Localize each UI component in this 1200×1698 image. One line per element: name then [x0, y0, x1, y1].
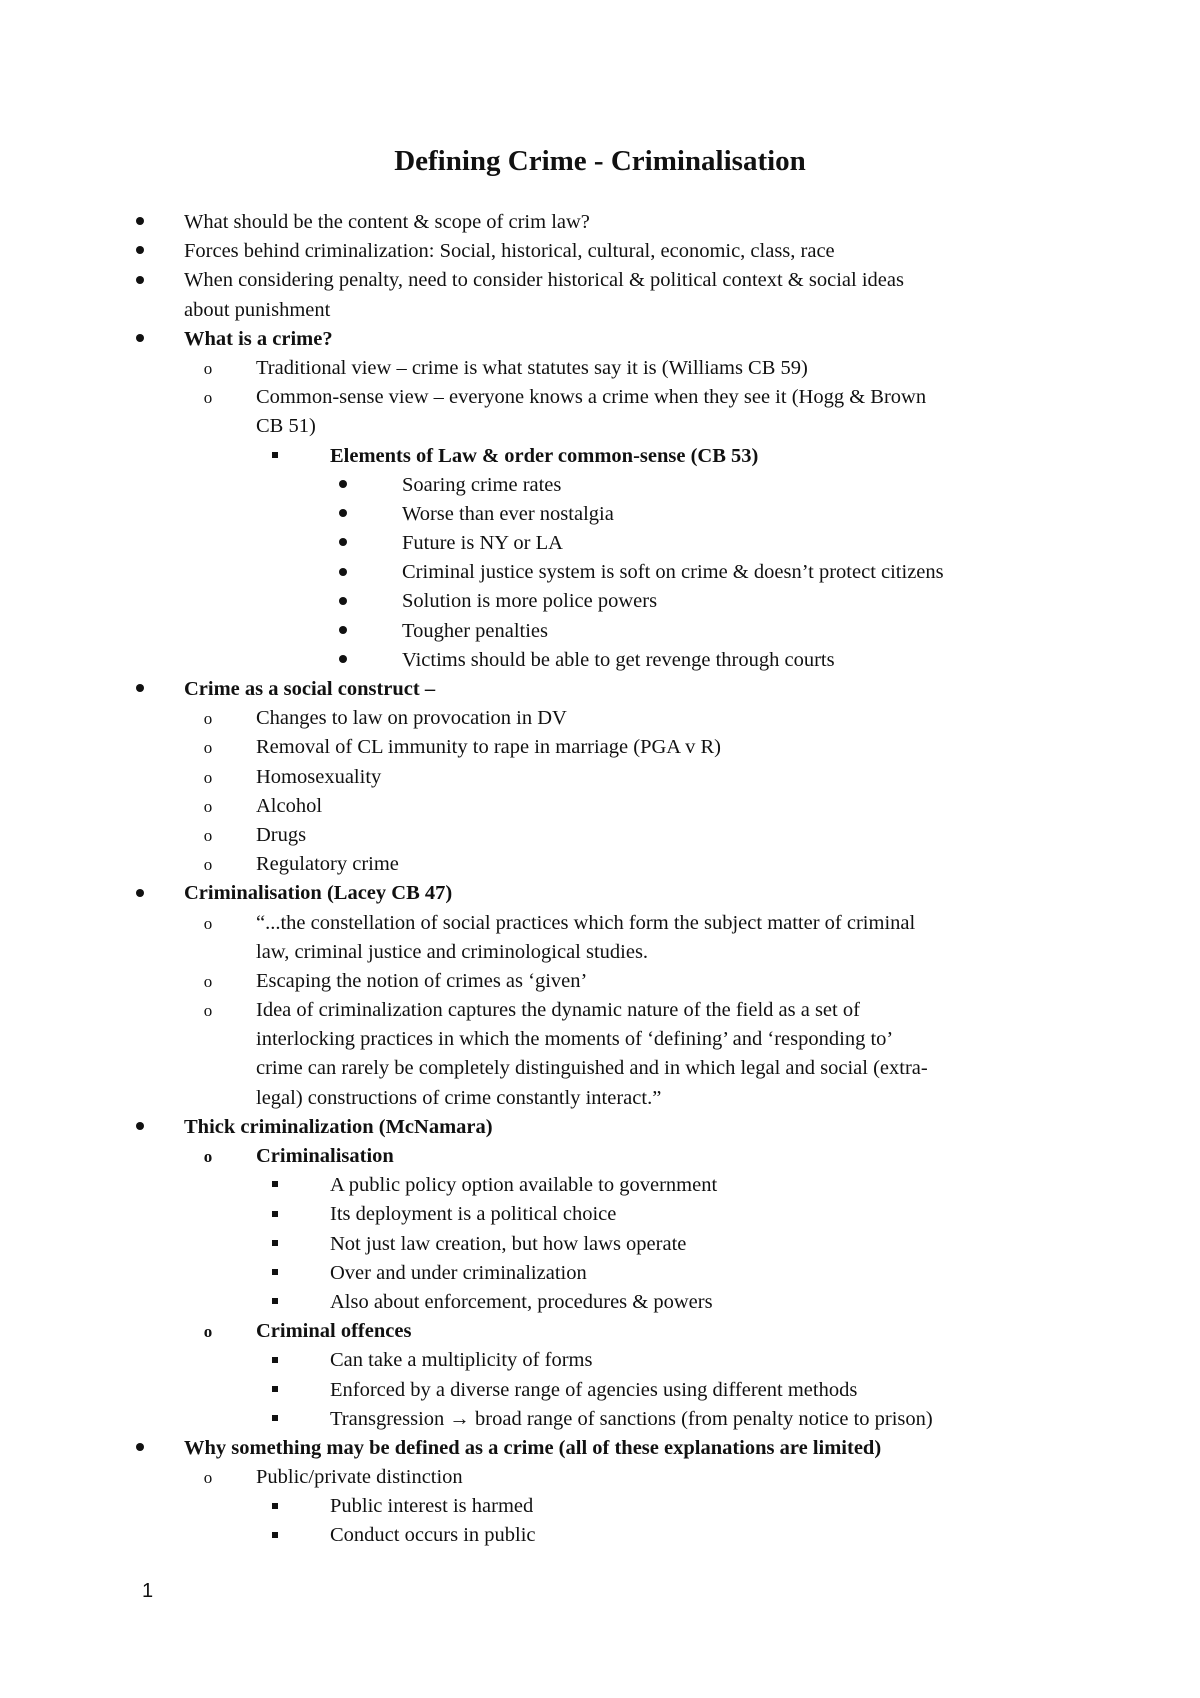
bullet-text: Over and under criminalization: [330, 1261, 587, 1284]
hollow-circle-bullet-icon: o: [203, 709, 213, 729]
bullet-text: Transgression → broad range of sanctions (from penalty notice to prison): [330, 1407, 933, 1430]
bullet-text: Tougher penalties: [402, 619, 549, 642]
bullet-item: [0, 208, 1200, 237]
bullet-text: Why something may be defined as a crime (all of these explanations are limited): [184, 1436, 882, 1459]
bullet-text: Enforced by a diverse range of agencies using different methods: [330, 1378, 858, 1401]
bullet-item: [0, 675, 1200, 704]
square-bullet-icon: [263, 1346, 287, 1375]
sub-bullet-item: [0, 792, 1200, 821]
filled-circle-bullet-icon: [128, 1113, 152, 1142]
sub-sub-bullet-item: [0, 1171, 1200, 1200]
filled-circle-bullet-icon: [128, 675, 152, 704]
hollow-circle-bullet-icon: o: [203, 767, 213, 787]
filled-circle-bullet-icon: [128, 879, 152, 908]
bullet-text: about punishment: [184, 298, 331, 321]
bullet-continuation-line: [0, 1054, 1200, 1083]
bullet-text: Victims should be able to get revenge through courts: [402, 648, 835, 671]
hollow-circle-bullet-icon: o: [203, 1001, 213, 1021]
bullet-text: Common-sense view – everyone knows a crime when they see it (Hogg & Brown: [256, 386, 927, 409]
bullet-text: Changes to law on provocation in DV: [256, 707, 567, 730]
square-bullet-icon: [263, 1405, 287, 1434]
bullet-text: Its deployment is a political choice: [330, 1203, 617, 1226]
filled-circle-bullet-icon: [331, 587, 355, 616]
bullet-text: Worse than ever nostalgia: [402, 502, 614, 525]
square-bullet-icon: [263, 1492, 287, 1521]
bullet-text: When considering penalty, need to consider historical & political context & social ideas: [184, 269, 904, 292]
hollow-circle-bullet-icon: o: [203, 796, 213, 816]
bullet-text: Elements of Law & order common-sense (CB 53): [330, 444, 759, 467]
sub-sub-sub-bullet-item: [0, 617, 1200, 646]
square-bullet-icon: [263, 1521, 287, 1550]
bullet-item: [0, 1434, 1200, 1463]
sub-bullet-item: [0, 704, 1200, 733]
bullet-text: Escaping the notion of crimes as ‘given’: [256, 969, 588, 992]
sub-sub-bullet-item: [0, 1288, 1200, 1317]
sub-sub-bullet-item: [0, 1405, 1200, 1434]
sub-sub-sub-bullet-item: [0, 587, 1200, 616]
filled-circle-bullet-icon: [128, 325, 152, 354]
sub-bullet-item: [0, 733, 1200, 762]
bullet-text: Forces behind criminalization: Social, historical, cultural, economic, class, race: [184, 240, 835, 263]
bullet-text: Regulatory crime: [256, 853, 399, 876]
square-bullet-icon: [263, 1259, 287, 1288]
hollow-circle-bullet-icon: o: [203, 358, 213, 378]
hollow-circle-bullet-icon: o: [203, 913, 213, 933]
square-bullet-icon: [263, 442, 287, 471]
sub-sub-bullet-item: [0, 1521, 1200, 1550]
bullet-text: crime can rarely be completely distinguished and in which legal and social (extra-: [256, 1057, 928, 1080]
bullet-text: Traditional view – crime is what statutes say it is (Williams CB 59): [256, 356, 808, 379]
bullet-text: Public/private distinction: [256, 1466, 463, 1489]
bullet-continuation-line: [0, 296, 1200, 325]
page-title: Defining Crime - Criminalisation: [394, 145, 806, 177]
bullet-text: Future is NY or LA: [402, 532, 563, 555]
bullet-text: What is a crime?: [184, 327, 333, 350]
filled-circle-bullet-icon: [128, 266, 152, 295]
bullet-text: Alcohol: [256, 794, 323, 817]
bullet-text: legal) constructions of crime constantly interact.”: [256, 1086, 662, 1109]
bullet-text: interlocking practices in which the moments of ‘defining’ and ‘responding to’: [256, 1028, 894, 1051]
bullet-continuation-line: [0, 1025, 1200, 1054]
sub-sub-sub-bullet-item: [0, 471, 1200, 500]
bullet-text: Thick criminalization (McNamara): [184, 1115, 493, 1138]
filled-circle-bullet-icon: [331, 617, 355, 646]
sub-sub-bullet-item: [0, 1376, 1200, 1405]
bullet-text: Removal of CL immunity to rape in marriage (PGA v R): [256, 736, 721, 759]
bullet-text: A public policy option available to government: [330, 1174, 718, 1197]
bullet-text: Drugs: [256, 823, 307, 846]
hollow-circle-bullet-icon: o: [203, 825, 213, 845]
sub-bullet-item: [0, 967, 1200, 996]
bullet-text: Solution is more police powers: [402, 590, 658, 613]
bullet-text: “...the constellation of social practices which form the subject matter of criminal: [256, 911, 916, 934]
page-number: 1: [142, 1580, 154, 1602]
sub-bullet-item: [0, 1142, 1200, 1171]
sub-sub-sub-bullet-item: [0, 500, 1200, 529]
hollow-circle-bullet-icon: o: [203, 1322, 213, 1342]
bullet-text: Public interest is harmed: [330, 1495, 534, 1518]
bullet-item: [0, 879, 1200, 908]
sub-bullet-item: [0, 909, 1200, 938]
sub-sub-bullet-item: [0, 442, 1200, 471]
filled-circle-bullet-icon: [128, 237, 152, 266]
filled-circle-bullet-icon: [331, 558, 355, 587]
bullet-text: What should be the content & scope of crim law?: [184, 211, 590, 233]
filled-circle-bullet-icon: [128, 1434, 152, 1463]
bullet-continuation-line: [0, 1084, 1200, 1113]
square-bullet-icon: [263, 1171, 287, 1200]
sub-sub-bullet-item: [0, 1492, 1200, 1521]
square-bullet-icon: [263, 1376, 287, 1405]
bullet-text: Can take a multiplicity of forms: [330, 1349, 593, 1372]
filled-circle-bullet-icon: [331, 500, 355, 529]
hollow-circle-bullet-icon: o: [203, 1468, 213, 1488]
bullet-continuation-line: [0, 938, 1200, 967]
hollow-circle-bullet-icon: o: [203, 855, 213, 875]
sub-sub-sub-bullet-item: [0, 529, 1200, 558]
bullet-outline: [0, 208, 1200, 1551]
bullet-item: [0, 237, 1200, 266]
filled-circle-bullet-icon: [331, 646, 355, 675]
bullet-text: Criminalisation (Lacey CB 47): [184, 882, 453, 905]
hollow-circle-bullet-icon: o: [203, 738, 213, 758]
filled-circle-bullet-icon: [331, 529, 355, 558]
bullet-text: Conduct occurs in public: [330, 1524, 536, 1547]
sub-bullet-item: [0, 1317, 1200, 1346]
sub-bullet-item: [0, 821, 1200, 850]
bullet-text: Crime as a social construct –: [184, 678, 436, 700]
bullet-item: [0, 1113, 1200, 1142]
bullet-text: law, criminal justice and criminological studies.: [256, 940, 649, 963]
square-bullet-icon: [263, 1288, 287, 1317]
sub-bullet-item: [0, 354, 1200, 383]
hollow-circle-bullet-icon: o: [203, 971, 213, 991]
hollow-circle-bullet-icon: o: [203, 388, 213, 408]
sub-sub-bullet-item: [0, 1230, 1200, 1259]
bullet-continuation-line: [0, 412, 1200, 441]
sub-bullet-item: [0, 383, 1200, 412]
sub-bullet-item: [0, 850, 1200, 879]
square-bullet-icon: [263, 1230, 287, 1259]
bullet-text: CB 51): [256, 415, 316, 438]
sub-sub-bullet-item: [0, 1200, 1200, 1229]
sub-bullet-item: [0, 1463, 1200, 1492]
bullet-text: Soaring crime rates: [402, 473, 562, 496]
bullet-text: Not just law creation, but how laws operate: [330, 1232, 687, 1255]
hollow-circle-bullet-icon: o: [203, 1147, 213, 1166]
sub-bullet-item: [0, 763, 1200, 792]
sub-sub-sub-bullet-item: [0, 558, 1200, 587]
bullet-text: Also about enforcement, procedures & powers: [330, 1290, 713, 1313]
filled-circle-bullet-icon: [331, 471, 355, 500]
bullet-item: [0, 266, 1200, 295]
bullet-text: Homosexuality: [256, 765, 382, 788]
bullet-text: Idea of criminalization captures the dynamic nature of the field as a set of: [256, 999, 860, 1022]
bullet-text: Criminalisation: [256, 1145, 394, 1167]
square-bullet-icon: [263, 1200, 287, 1229]
sub-sub-bullet-item: [0, 1346, 1200, 1375]
bullet-item: [0, 325, 1200, 354]
bullet-text: Criminal offences: [256, 1320, 412, 1343]
sub-sub-bullet-item: [0, 1259, 1200, 1288]
sub-sub-sub-bullet-item: [0, 646, 1200, 675]
bullet-text: Criminal justice system is soft on crime & doesn’t protect citizens: [402, 561, 944, 584]
sub-bullet-item: [0, 996, 1200, 1025]
filled-circle-bullet-icon: [128, 208, 152, 237]
